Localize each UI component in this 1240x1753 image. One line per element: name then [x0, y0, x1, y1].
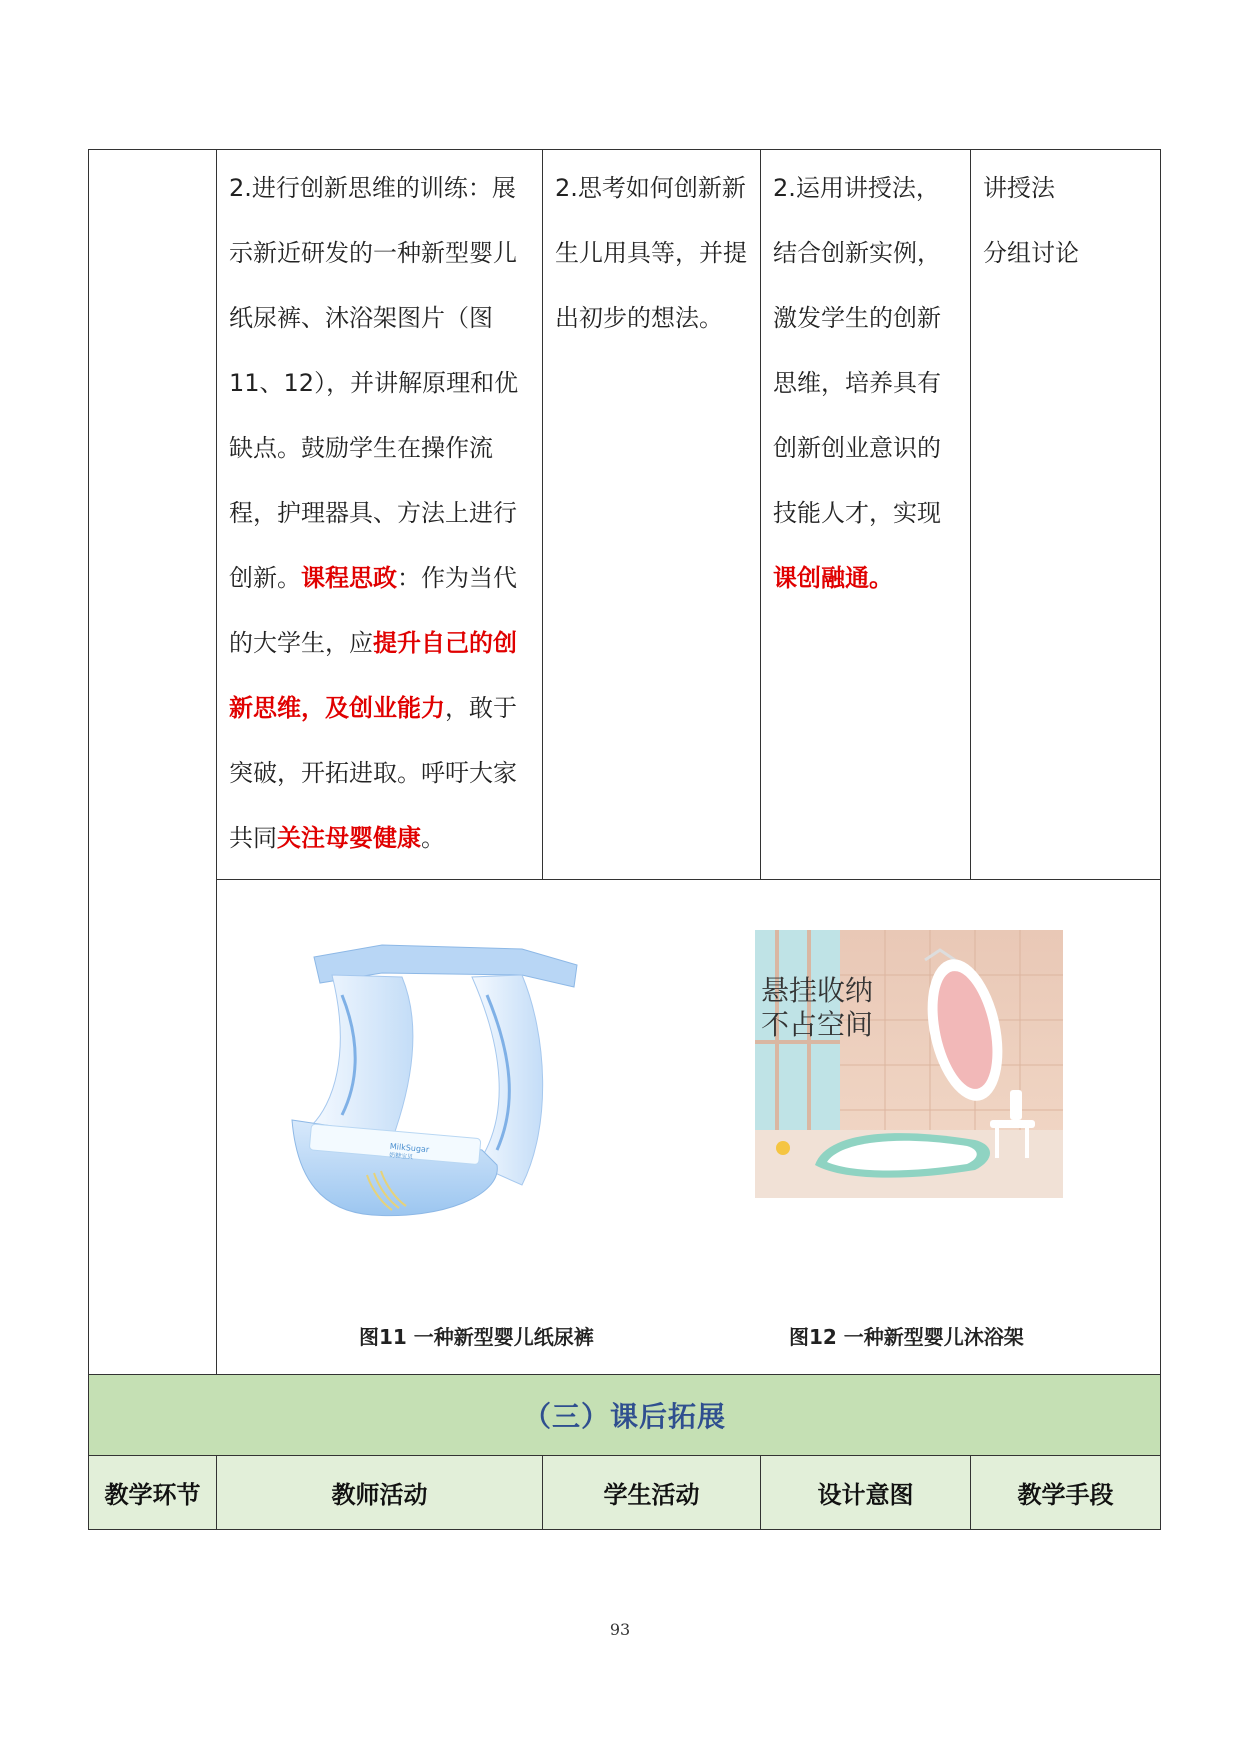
page-number: 93: [609, 1620, 631, 1639]
figure-12-caption: 图12 一种新型婴儿沐浴架: [789, 1325, 1024, 1349]
student-activity-cell: [543, 150, 761, 880]
figure-11-caption: 图11 一种新型婴儿纸尿裤: [359, 1325, 594, 1349]
header-method: 教学手段: [971, 1456, 1161, 1530]
teacher-text-4: ，敢于突破，开拓进取。呼吁大家共同: [229, 694, 517, 852]
section-title: （三）课后拓展: [522, 1400, 726, 1433]
diaper-brand-label: MilkSugar: [389, 1141, 430, 1155]
method-group-discussion: 分组讨论: [983, 239, 1079, 267]
teacher-highlight-3: 提升自己的创新思维，及创业能力: [229, 629, 517, 722]
teacher-activity-text: [217, 150, 542, 879]
header-teacher: 教师活动: [217, 1456, 543, 1530]
teacher-text-6: 。: [421, 824, 445, 852]
figure-cell: [217, 880, 1161, 1375]
student-activity-text: 2.思考如何创新新生儿用具等，并提出初步的想法。: [555, 174, 747, 332]
stage-cell-empty: [89, 150, 217, 1375]
bath-overlay-line1: 悬挂收纳: [761, 974, 874, 1007]
diaper-image: [272, 935, 592, 1225]
header-student: 学生活动: [543, 1456, 761, 1530]
header-design: 设计意图: [761, 1456, 971, 1530]
teacher-highlight-1: 课程思政: [301, 564, 397, 592]
bath-stand-image: [755, 930, 1063, 1198]
header-stage: 教学环节: [89, 1456, 217, 1530]
figure-area: [217, 880, 1160, 1374]
section-row: [89, 1375, 1161, 1456]
teacher-text-2: ：作为当代的大学生，应: [229, 564, 517, 657]
diaper-brand-cn-label: 奶糖宝贝: [388, 1151, 414, 1161]
figure-row: [89, 880, 1161, 1375]
header-row: [89, 1456, 1161, 1530]
lesson-plan-table: [88, 149, 1161, 1530]
teacher-highlight-5: 关注母婴健康: [277, 824, 421, 852]
method-lecture: 讲授法: [983, 174, 1055, 202]
teacher-activity-cell: [217, 150, 543, 880]
teacher-text-0: 2.进行创新思维的训练：展示新近研发的一种新型婴儿纸尿裤、沐浴架图片（图 11、12），并讲解原理和优缺点。鼓励学生在操作流程，护理器具、方法上进行创新。: [229, 174, 519, 592]
section-title-cell: [89, 1375, 1161, 1456]
design-intent-text: [761, 150, 970, 619]
design-highlight-1: 课创融通。: [773, 564, 893, 592]
design-intent-cell: [761, 150, 971, 880]
activity-row: [89, 150, 1161, 880]
teaching-method-cell: [971, 150, 1161, 880]
design-text-0: 2.运用讲授法，结合创新实例，激发学生的创新思维，培养具有创新创业意识的技能人才，实现: [773, 174, 941, 527]
bath-overlay-line2: 不占空间: [761, 1008, 874, 1041]
teaching-method-text: [971, 150, 1160, 294]
